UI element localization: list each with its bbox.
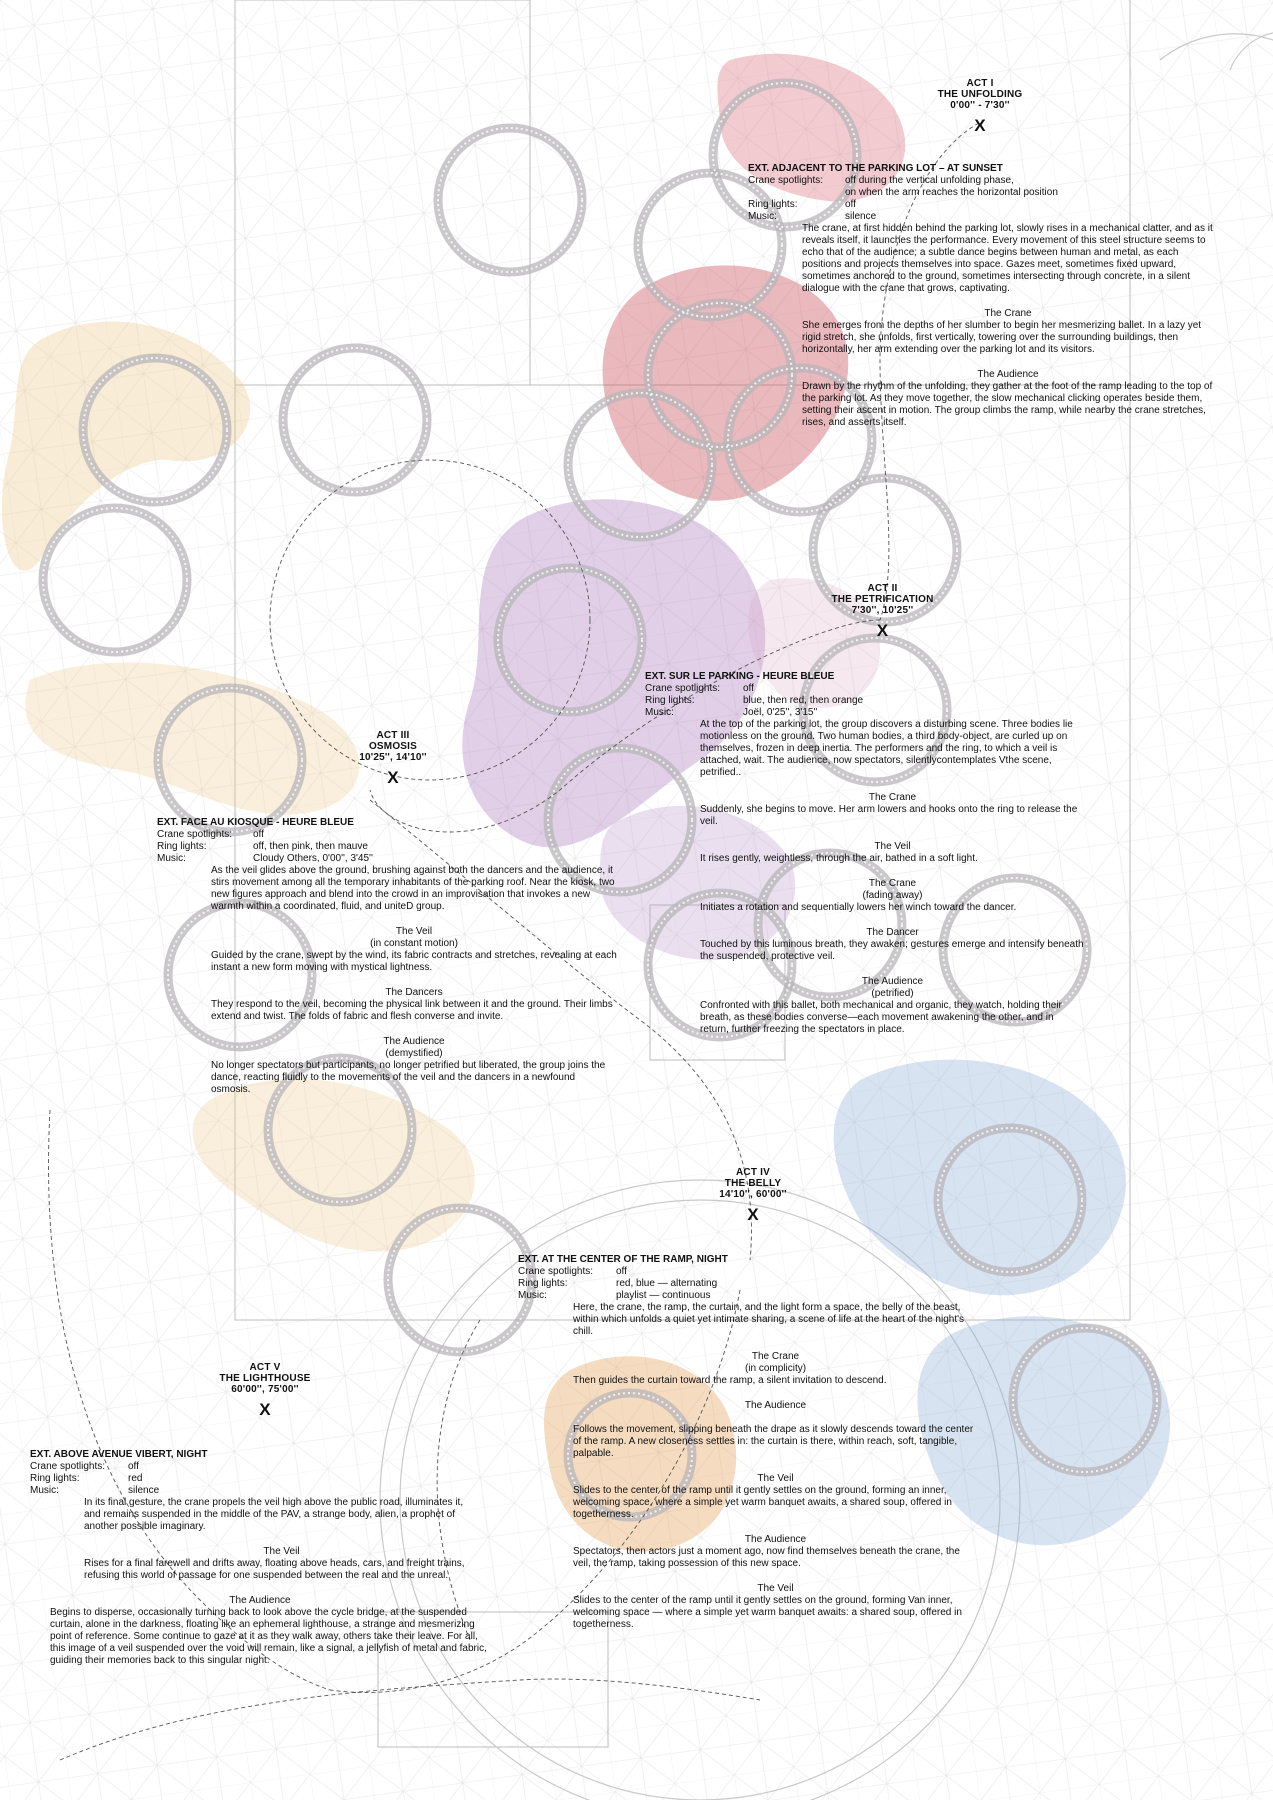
role-note: (demystified) bbox=[385, 1048, 443, 1059]
role-name: The Dancers bbox=[385, 987, 443, 998]
role-name: The Crane bbox=[868, 878, 917, 889]
act-title: ACT V bbox=[249, 1362, 281, 1373]
setting-row bbox=[157, 841, 617, 853]
act-x-marker: X bbox=[974, 116, 986, 135]
role-text: Guided by the crane, swept by the wind, its fabric contracts and stretches, revealing at each instant a new form moving with mystical lightness. bbox=[211, 950, 617, 973]
scene-intro: As the veil glides above the ground, brushing against both the dancers and the audience, it stirs movement among all the temporary inhabitants of the parking roof. Near the kiosk, two new figures approach and blend into the crowd in an improvisation that invokes a new warmth within a coordinated, fluid, and uniteD group. bbox=[211, 865, 615, 912]
act-time: 0'00'' - 7'30'' bbox=[950, 100, 1010, 111]
scene-intro: In its final gesture, the crane propels the veil high above the public road, illuminates it, and remains suspended in the middle of the PAV, a strange body, alien, a prophet of another possible imaginary. bbox=[84, 1497, 464, 1532]
act-x-marker: X bbox=[747, 1205, 759, 1224]
role-note: (petrified) bbox=[871, 988, 914, 999]
setting-value: off bbox=[845, 199, 856, 210]
role-text: Rises for a final farewell and drifts away, floating above heads, cars, and freight trains, refusing this world of passage for one suspended between the real and the unreal. bbox=[84, 1558, 465, 1581]
setting-value: silence bbox=[128, 1485, 160, 1496]
setting-label: Crane spotlights: bbox=[748, 175, 824, 186]
setting-row bbox=[518, 1290, 993, 1302]
scene-heading: EXT. FACE AU KIOSQUE - HEURE BLEUE bbox=[157, 817, 354, 828]
setting-row bbox=[748, 175, 1218, 187]
role-name: The Veil bbox=[757, 1473, 794, 1484]
act-time: 60'00'', 75'00'' bbox=[231, 1384, 299, 1395]
role-name: The Dancer bbox=[866, 927, 919, 938]
act-1-marker bbox=[920, 78, 1040, 137]
act-name: THE BELLY bbox=[724, 1178, 782, 1189]
role-note: (in constant motion) bbox=[370, 938, 458, 949]
scene-intro: At the top of the parking lot, the group discovers a disturbing scene. Three bodies lie motionless on the ground. Two human bodies, a third body-object, are curled up on themselves, frozen in deep inertia. The performers and the ring, to which a veil is attached, wait. The audience, now spectators, silentlycontemplates Vthe scene, petrified.. bbox=[700, 719, 1073, 778]
role-note: (in complicity) bbox=[744, 1363, 807, 1374]
role-name: The Veil bbox=[263, 1546, 300, 1557]
role-text: Confronted with this ballet, both mechanical and organic, they watch, holding their breath, as these bodies converse—each movement awakening the other, and in return, further freezing the spectators in place. bbox=[700, 1000, 1062, 1035]
setting-label: Ring lights: bbox=[518, 1278, 568, 1289]
setting-row bbox=[645, 695, 1085, 707]
scene-heading: EXT. AT THE CENTER OF THE RAMP, NIGHT bbox=[518, 1254, 728, 1265]
setting-row bbox=[518, 1278, 993, 1290]
act-title: ACT II bbox=[867, 583, 898, 594]
role-name: The Audience bbox=[383, 1036, 445, 1047]
act-4-marker bbox=[693, 1167, 813, 1226]
setting-row bbox=[748, 199, 1218, 211]
scene-heading: EXT. ADJACENT TO THE PARKING LOT – AT SUNSET bbox=[748, 163, 1003, 174]
role-text: Slides to the center of the ramp until it gently settles on the ground, forming an inner, welcoming space, where a simple yet warm banquet awaits, a shared soup, offered in togetherness. bbox=[573, 1485, 952, 1520]
setting-value: Cloudy Others, 0'00'', 3'45'' bbox=[253, 853, 373, 864]
setting-label: Music: bbox=[30, 1485, 59, 1496]
setting-label: Music: bbox=[157, 853, 186, 864]
act-x-marker: X bbox=[876, 621, 889, 640]
act-3-marker bbox=[333, 730, 453, 789]
setting-label: Crane spotlights: bbox=[30, 1461, 106, 1472]
act-title: ACT IV bbox=[736, 1167, 770, 1178]
setting-value: blue, then red, then orange bbox=[743, 695, 864, 706]
role-name: The Audience bbox=[977, 369, 1039, 380]
act-name: THE LIGHTHOUSE bbox=[219, 1373, 311, 1384]
setting-label: Crane spotlights: bbox=[518, 1266, 594, 1277]
setting-row bbox=[645, 683, 1085, 695]
act-time: 10'25'', 14'10'' bbox=[359, 752, 427, 763]
setting-row bbox=[157, 829, 617, 841]
setting-value: playlist — continuous bbox=[616, 1290, 711, 1301]
role-text: Begins to disperse, occasionally turning back to look above the cycle bridge, at the suspended curtain, alone in the darkness, floating like an ephemeral lighthouse, a strange and mesmerizing point of reference. Some continue to gaze at it as they walk away, others take their leave. For all, this image of a veil suspended over the void will remain, like a signal, a jellyfish of metal and fabric, guiding their memories back to this singular night. bbox=[50, 1607, 487, 1666]
role-name: The Veil bbox=[395, 926, 433, 937]
scene-act-5 bbox=[30, 1449, 490, 1667]
role-name: The Audience bbox=[229, 1595, 291, 1606]
setting-label: Ring lights: bbox=[30, 1473, 80, 1484]
role-text: They respond to the veil, becoming the physical link between it and the ground. Their limbs extend and twist. The folds of fabric and flesh converse and invite. bbox=[211, 999, 613, 1022]
scene-act-2 bbox=[645, 671, 1085, 1036]
role-name: The Crane bbox=[984, 308, 1032, 319]
role-name: The Audience bbox=[861, 976, 924, 987]
setting-label: Ring lights: bbox=[645, 695, 695, 706]
role-text: Drawn by the rhythm of the unfolding, they gather at the foot of the ramp leading to the top of the parking lot. As they move together, the slow mechanical clicking operates beside them, setting their ascent in motion. The group climbs the ramp, while nearby the crane stretches, rises, and asserts itself. bbox=[802, 381, 1213, 428]
act-x-marker: X bbox=[387, 768, 399, 787]
role-text: Initiates a rotation and sequentially lowers her winch toward the dancer. bbox=[700, 902, 1017, 913]
setting-row bbox=[748, 211, 1218, 223]
scene-act-1 bbox=[748, 163, 1218, 429]
setting-label: Music: bbox=[645, 707, 674, 718]
act-x-marker: X bbox=[259, 1400, 271, 1419]
setting-row bbox=[30, 1461, 490, 1473]
setting-label: Ring lights: bbox=[748, 199, 798, 210]
setting-label: Crane spotlights: bbox=[157, 829, 233, 840]
setting-value: off, then pink, then mauve bbox=[253, 841, 368, 852]
setting-value: off bbox=[743, 683, 754, 694]
scene-heading: EXT. SUR LE PARKING - HEURE BLEUE bbox=[645, 671, 835, 682]
act-title: ACT III bbox=[376, 730, 410, 741]
scene-act-3 bbox=[157, 817, 617, 1096]
setting-value: off bbox=[128, 1461, 139, 1472]
scene-heading: EXT. ABOVE AVENUE VIBERT, NIGHT bbox=[30, 1449, 208, 1460]
setting-value: off bbox=[253, 829, 264, 840]
setting-label: Ring lights: bbox=[157, 841, 207, 852]
act-time: 14'10'', 60'00'' bbox=[719, 1189, 787, 1200]
act-name: THE UNFOLDING bbox=[937, 89, 1023, 100]
setting-value: off during the vertical unfolding phase, bbox=[845, 175, 1014, 186]
setting-row bbox=[157, 853, 617, 865]
act-2-marker bbox=[820, 583, 945, 642]
role-text: Touched by this luminous breath, they awaken; gestures emerge and intensify beneath the suspended, protective veil. bbox=[700, 939, 1084, 962]
role-text: Follows the movement, slipping beneath the drape as it slowly descends toward the center of the ramp. A new closeness settles in: the curtain is there, within reach, soft, tangible, palpable. bbox=[573, 1424, 974, 1459]
setting-value: red, blue — alternating bbox=[616, 1278, 718, 1289]
role-text: Slides to the center of the ramp until it gently settles on the ground, forming Van inner, welcoming space — where a simple yet warm banquet awaits: a shared soup, offered in togetherness. bbox=[573, 1595, 962, 1630]
setting-row bbox=[518, 1266, 993, 1278]
setting-row bbox=[748, 187, 1218, 199]
setting-label: Crane spotlights: bbox=[645, 683, 721, 694]
act-name: THE PETRIFICATION bbox=[831, 594, 934, 605]
setting-value: red bbox=[128, 1473, 143, 1484]
role-name: The Veil bbox=[757, 1583, 794, 1594]
setting-label: Music: bbox=[748, 211, 777, 222]
scene-intro: The crane, at first hidden behind the parking lot, slowly rises in a mechanical clatter, and as it reveals itself, it launches the performance. Every movement of this steel structure seems to echo that of the audience; a subtle dance begins between human and metal, as each positions and projects themselves into space. Gazes meet, sometimes fixed upward, sometimes anchored to the ground, sometimes intersecting through concrete, in a silent dialogue with the crane that grows, captivating. bbox=[802, 223, 1213, 294]
role-name: The Crane bbox=[868, 792, 917, 803]
scene-intro: Here, the crane, the ramp, the curtain, and the light form a space, the belly of the beast, within which unfolds a quiet yet intimate sharing, a scene of life at the heart of the night's chill. bbox=[573, 1302, 965, 1337]
role-name: The Crane bbox=[751, 1351, 800, 1362]
role-name: The Audience bbox=[744, 1534, 807, 1545]
role-text: It rises gently, weightless, through the air, bathed in a soft light. bbox=[700, 853, 978, 864]
role-name: The Veil bbox=[874, 841, 911, 852]
setting-label: Music: bbox=[518, 1290, 547, 1301]
role-text: Then guides the curtain toward the ramp, a silent invitation to descend. bbox=[573, 1375, 887, 1386]
setting-value: on when the arm reaches the horizontal position bbox=[845, 187, 1058, 198]
role-text: She emerges from the depths of her slumber to begin her mesmerizing ballet. In a lazy yet rigid stretch, she unfolds, first vertically, towering over the surrounding buildings, then horizontally, her arm extending over the parking lot and its visitors. bbox=[802, 320, 1202, 355]
act-time: 7'30'', 10'25'' bbox=[851, 605, 914, 616]
setting-value: off bbox=[616, 1266, 627, 1277]
role-text: Spectators, then actors just a moment ago, now find themselves beneath the crane, the veil, the ramp, taking possession of this new space. bbox=[573, 1546, 960, 1569]
role-name: The Audience bbox=[744, 1400, 807, 1411]
act-name: OSMOSIS bbox=[368, 741, 418, 752]
setting-row bbox=[30, 1473, 490, 1485]
setting-value: silence bbox=[845, 211, 877, 222]
role-text: Suddenly, she begins to move. Her arm lowers and hooks onto the ring to release the veil. bbox=[700, 804, 1078, 827]
setting-value: Joël, 0'25'', 3'15'' bbox=[743, 707, 818, 718]
scene-act-4 bbox=[518, 1254, 993, 1631]
role-note: (fading away) bbox=[862, 890, 923, 901]
role-text: No longer spectators but participants, no longer petrified but liberated, the group joins the dance, reacting fluidly to the movements of the veil and the dancers in a newfound osmosis. bbox=[211, 1060, 606, 1095]
setting-label bbox=[748, 187, 845, 199]
setting-row bbox=[645, 707, 1085, 719]
act-5-marker bbox=[205, 1362, 325, 1421]
setting-row bbox=[30, 1485, 490, 1497]
act-title: ACT I bbox=[966, 78, 994, 89]
